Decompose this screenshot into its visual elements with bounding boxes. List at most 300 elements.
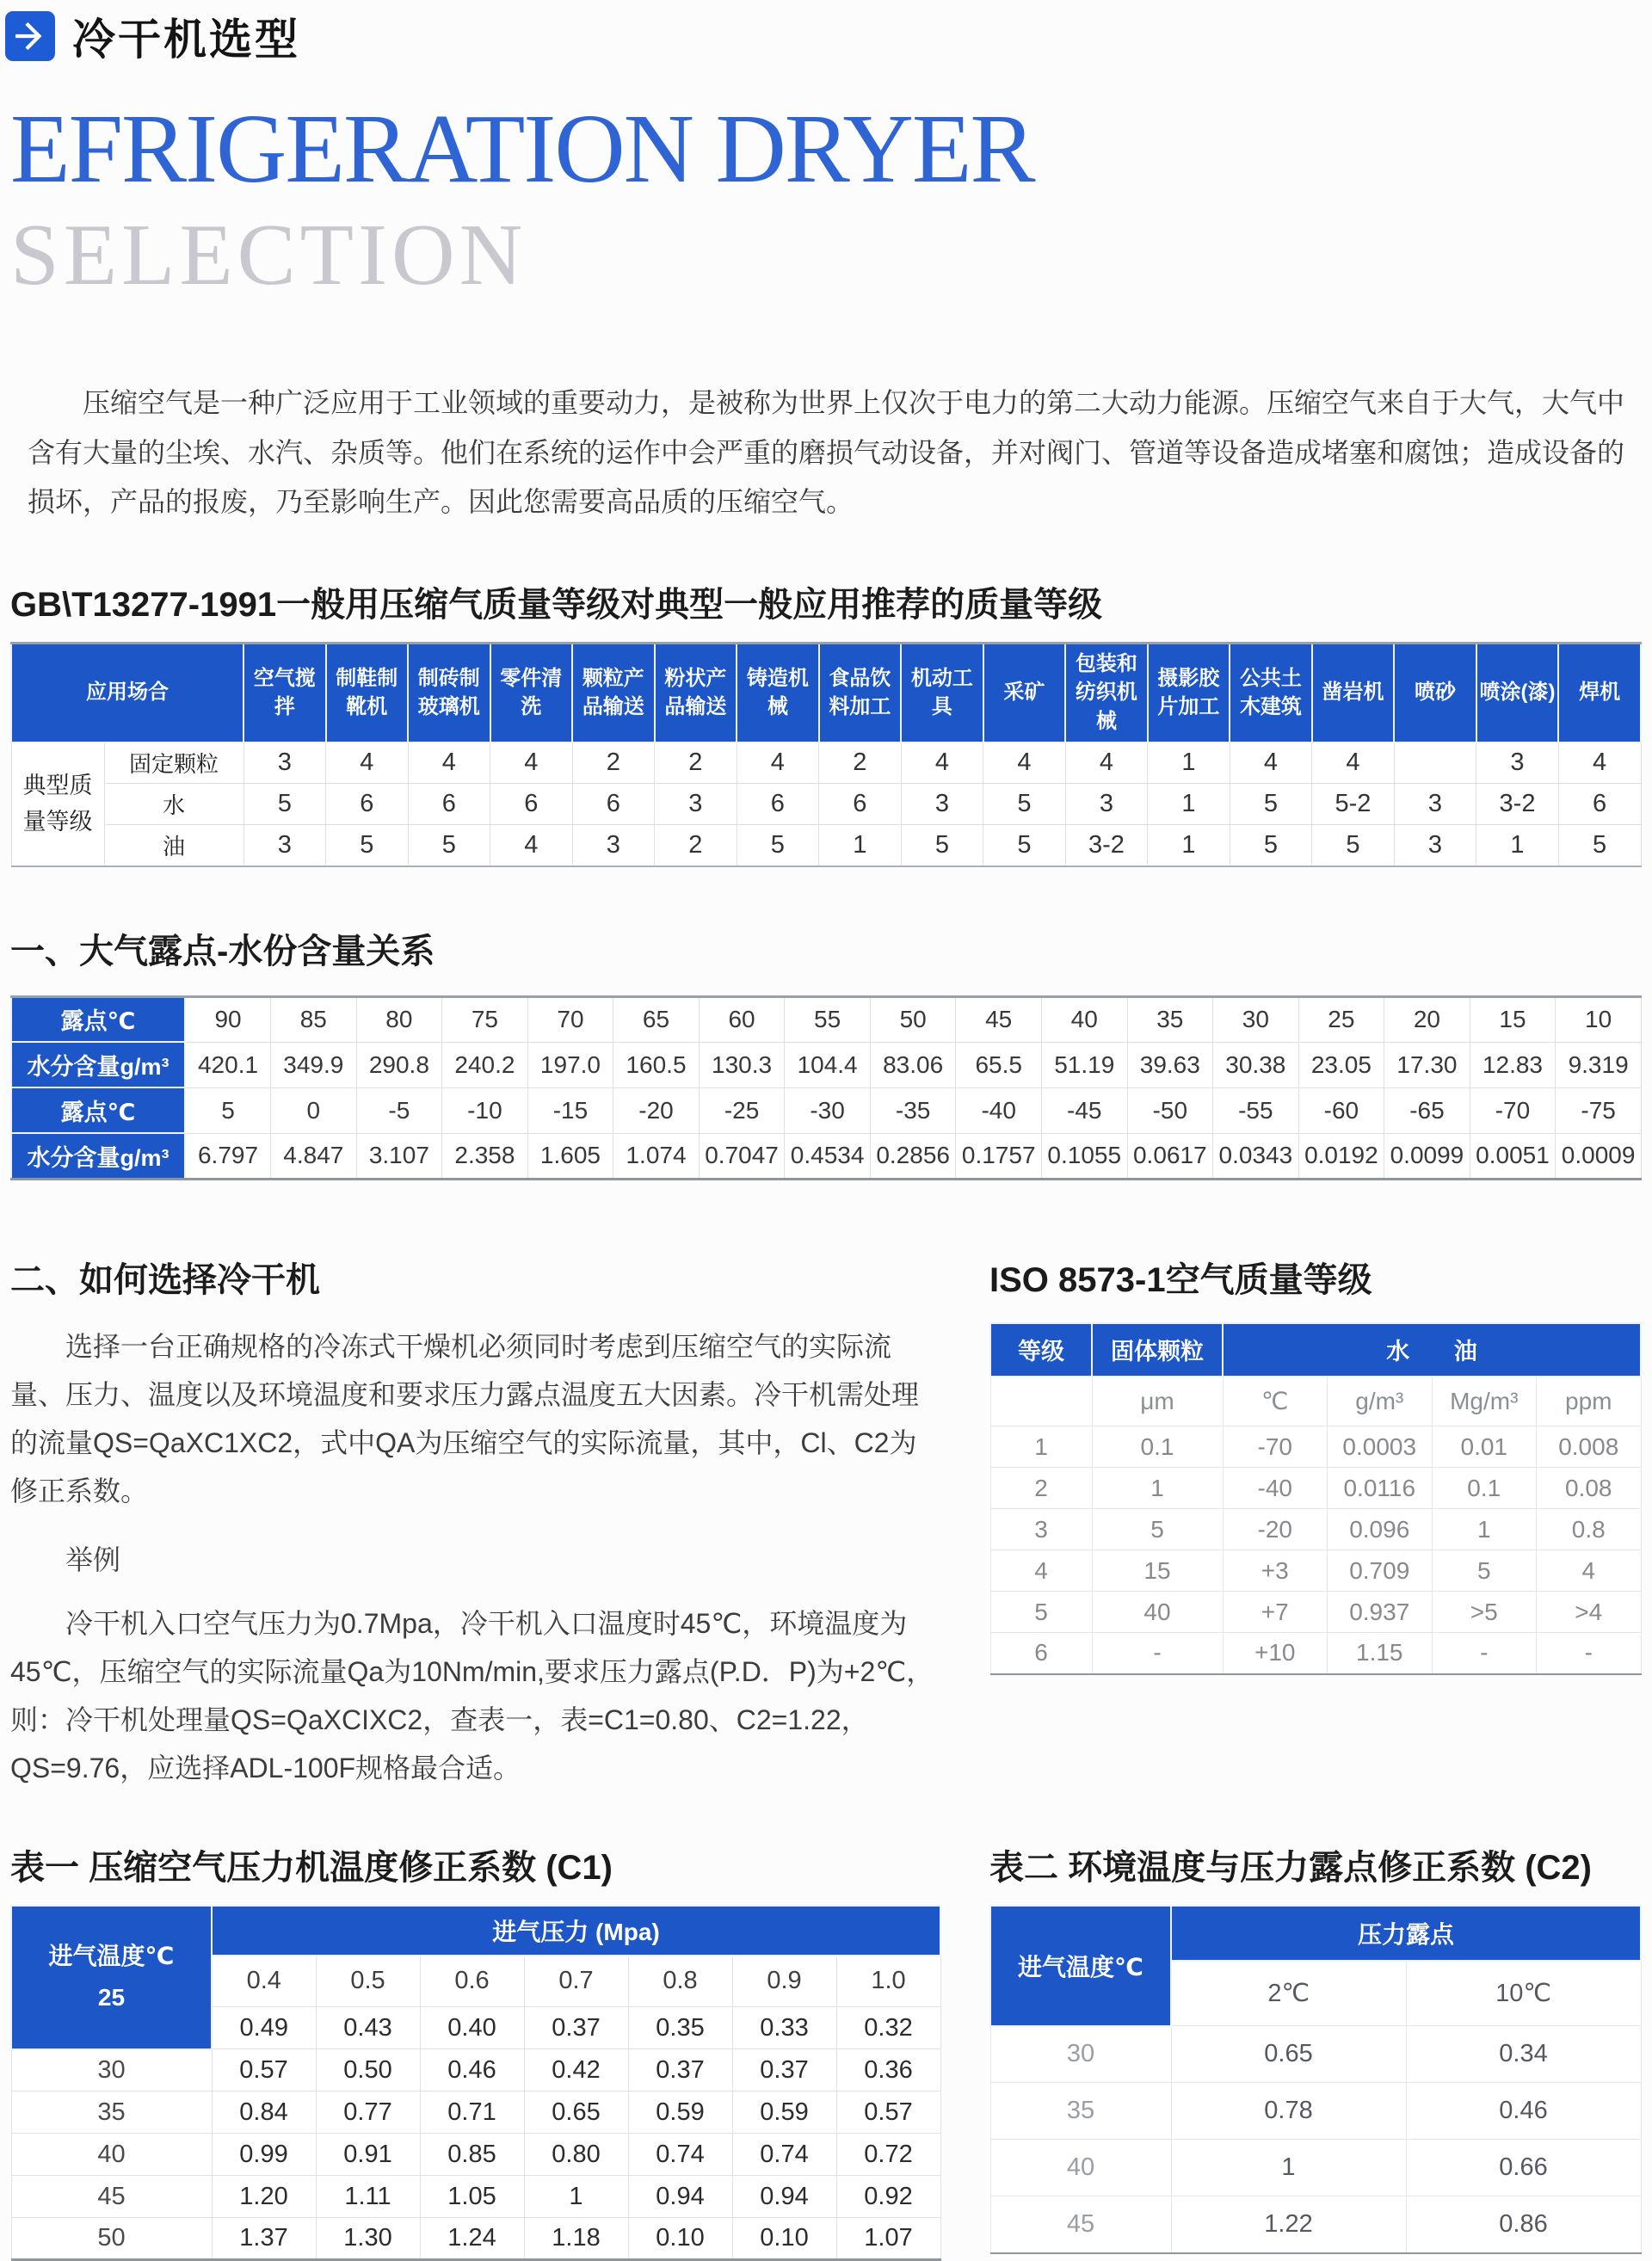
table-cell: -15 (527, 1087, 613, 1133)
c1-pressure-tick: 0.8 (628, 1956, 732, 2007)
table-row (11, 2176, 940, 2218)
c1-table-title: 表一 压缩空气压力机温度修正系数 (C1) (10, 1848, 613, 1887)
table-cell: -20 (613, 1087, 700, 1133)
table-cell: 3-2 (1476, 784, 1559, 825)
gb-table-title: GB\T13277-1991一般用压缩气质量等级对典型一般应用推荐的质量等级 (10, 585, 1103, 624)
table-cell: 420.1 (185, 1042, 271, 1087)
table-cell: 55 (785, 996, 871, 1042)
table-cell: 5 (1230, 825, 1312, 866)
title-en-line1: EFRIGERATION DRYER (10, 94, 1034, 203)
table-row (990, 1426, 1641, 1468)
dew-row-label: 水分含量g/m³ (11, 1133, 185, 1179)
table-cell: 0.34 (1406, 2026, 1641, 2083)
table-cell: 290.8 (356, 1042, 442, 1087)
table-cell: >5 (1432, 1592, 1537, 1633)
table-cell: +10 (1223, 1633, 1328, 1674)
table-cell: 0.937 (1328, 1592, 1433, 1633)
table-cell: 4 (1230, 742, 1312, 784)
table-cell: 6 (1558, 784, 1641, 825)
table-cell: 85 (271, 996, 357, 1042)
table-row (990, 2196, 1641, 2253)
c2-row-label: 30 (990, 2026, 1171, 2083)
table-cell: 60 (699, 996, 785, 1042)
table-cell: 0.50 (316, 2049, 420, 2092)
table-cell: 40 (1092, 1592, 1223, 1633)
table-cell: 0.59 (732, 2092, 836, 2134)
table-cell: 1.05 (420, 2176, 524, 2218)
gb-column-header: 空气搅拌 (243, 643, 326, 742)
table-cell: 2 (572, 742, 655, 784)
table-cell: 0.94 (732, 2176, 836, 2218)
iso-table (989, 1322, 1642, 1675)
table-cell: 6 (819, 784, 902, 825)
table-cell: 0.08 (1537, 1468, 1642, 1509)
table-row (11, 996, 1642, 1042)
table-cell: 0 (271, 1087, 357, 1133)
table-cell: 0.37 (628, 2049, 732, 2092)
table-cell: 4 (326, 742, 409, 784)
table-row (990, 1468, 1641, 1509)
table-cell: 0.65 (524, 2092, 628, 2134)
table-cell: 0.78 (1171, 2083, 1406, 2140)
table-cell: 5 (1092, 1509, 1223, 1550)
iso-unit-cell: Mg/m³ (1432, 1377, 1537, 1426)
table-cell: 0.86 (1406, 2196, 1641, 2253)
table-cell: 0.65 (1171, 2026, 1406, 2083)
table-cell: -5 (356, 1087, 442, 1133)
arrow-right-icon (5, 11, 55, 61)
table-cell: 5 (243, 784, 326, 825)
table-cell: -45 (1041, 1087, 1127, 1133)
table-cell: 0.99 (212, 2134, 316, 2176)
c1-pressure-header: 进气压力 (Mpa) (212, 1906, 940, 1956)
table-cell: 6.797 (185, 1133, 271, 1179)
table-cell: 0.0192 (1298, 1133, 1384, 1179)
table-cell: -50 (1127, 1087, 1213, 1133)
example-paragraph: 冷干机入口空气压力为0.7Mpa，冷干机入口温度时45℃，环境温度为45℃，压缩空气的实际流量Qa为10Nm/min,要求压力露点(P.D．P)为+2℃，则：冷干机处理量QS=QaXCIXC2，查表一，表=C1=0.80、C2=1.22，QS=9.76，应选择ADL-100F规格最合适。 (10, 1607, 934, 1784)
table-cell: 40 (1041, 996, 1127, 1042)
table-cell: 5 (737, 825, 819, 866)
gb-column-header: 零件清洗 (490, 643, 573, 742)
table-row (990, 1509, 1641, 1550)
table-cell: 17.30 (1384, 1042, 1470, 1087)
table-cell: 1.07 (836, 2218, 940, 2260)
gb-column-header: 制砖制玻璃机 (408, 643, 490, 742)
table-cell: 25 (1298, 996, 1384, 1042)
table-cell: 197.0 (527, 1042, 613, 1087)
table-cell: -35 (870, 1087, 956, 1133)
gb-column-header: 焊机 (1558, 643, 1641, 742)
iso-table-body (990, 1426, 1641, 1674)
table-cell: - (1092, 1633, 1223, 1674)
table-cell: 0.71 (420, 2092, 524, 2134)
c1-row-label: 40 (11, 2134, 212, 2176)
table-cell: 4 (490, 742, 573, 784)
dew-table (10, 995, 1642, 1180)
table-cell: 0.59 (628, 2092, 732, 2134)
gb-column-header: 采矿 (983, 643, 1066, 742)
table-cell: 4 (737, 742, 819, 784)
gb-row-group-label: 典型质量等级 (11, 742, 104, 866)
table-cell: -40 (956, 1087, 1042, 1133)
iso-header-row (990, 1323, 1641, 1377)
table-cell: 23.05 (1298, 1042, 1384, 1087)
title-en-line2: SELECTION (10, 206, 527, 304)
table-cell: 35 (1127, 996, 1213, 1042)
table-row (990, 1633, 1641, 1674)
table-cell: 5 (326, 825, 409, 866)
gb-row-label: 油 (104, 825, 243, 866)
table-cell: 3 (990, 1509, 1092, 1550)
table-cell: 80 (356, 996, 442, 1042)
table-cell: 5 (1558, 825, 1641, 866)
gb-row-label: 固定颗粒 (104, 742, 243, 784)
table-cell: 0.10 (628, 2218, 732, 2260)
table-cell: 0.42 (524, 2049, 628, 2092)
table-cell: 83.06 (870, 1042, 956, 1087)
table-cell: 6 (737, 784, 819, 825)
table-cell: 1.24 (420, 2218, 524, 2260)
table-cell: -75 (1556, 1087, 1642, 1133)
page-header (10, 9, 1642, 64)
table-cell: 1 (1432, 1509, 1537, 1550)
table-cell: 0.91 (316, 2134, 420, 2176)
table-cell: 0.46 (420, 2049, 524, 2092)
table-cell: 0.0051 (1470, 1133, 1556, 1179)
gb-column-header: 粉状产品输送 (655, 643, 737, 742)
table-cell: 1.37 (212, 2218, 316, 2260)
iso-unit-cell: g/m³ (1328, 1377, 1433, 1426)
table-cell (1394, 742, 1476, 784)
table-cell: -30 (785, 1087, 871, 1133)
table-row (11, 784, 1641, 825)
table-cell: 0.33 (732, 2007, 836, 2049)
table-row (11, 1133, 1642, 1179)
table-cell: 20 (1384, 996, 1470, 1042)
c1-table (10, 1905, 941, 2261)
table-cell: 12.83 (1470, 1042, 1556, 1087)
table-cell: 5 (408, 825, 490, 866)
table-row (11, 2049, 940, 2092)
table-cell: 0.8 (1537, 1509, 1642, 1550)
table-cell: 5 (1432, 1550, 1537, 1592)
table-row (990, 2140, 1641, 2196)
table-cell: -20 (1223, 1509, 1328, 1550)
c2-row-label: 35 (990, 2083, 1171, 2140)
table-cell: 10 (1556, 996, 1642, 1042)
gb-column-header: 公共土木建筑 (1230, 643, 1312, 742)
table-cell: 6 (572, 784, 655, 825)
table-cell: 4 (1537, 1550, 1642, 1592)
c1-pressure-tick: 0.6 (420, 1956, 524, 2007)
c1-pressure-tick: 1.0 (836, 1956, 940, 2007)
table-cell: 0.94 (628, 2176, 732, 2218)
table-cell: 0.0343 (1213, 1133, 1299, 1179)
table-cell: 2 (655, 825, 737, 866)
table-cell: 3 (572, 825, 655, 866)
table-cell: 4 (1312, 742, 1395, 784)
table-row (11, 1042, 1642, 1087)
table-cell: 4 (901, 742, 983, 784)
table-cell: 9.319 (1556, 1042, 1642, 1087)
table-cell: 1 (819, 825, 902, 866)
gb-column-header: 食品饮料加工 (819, 643, 902, 742)
c2-table-body (990, 2026, 1641, 2253)
table-cell: 51.19 (1041, 1042, 1127, 1087)
iso-unit-cell: μm (1092, 1377, 1223, 1426)
table-cell: 45 (956, 996, 1042, 1042)
table-cell: 3 (1065, 784, 1148, 825)
table-cell: 2.358 (442, 1133, 528, 1179)
table-cell: 3 (1476, 742, 1559, 784)
gb-column-header: 机动工具 (901, 643, 983, 742)
table-cell: 3 (655, 784, 737, 825)
table-cell: 0.0099 (1384, 1133, 1470, 1179)
table-cell: 39.63 (1127, 1042, 1213, 1087)
gb-table (10, 642, 1642, 867)
selection-section (10, 1253, 941, 1792)
gb-header-row (11, 643, 1641, 742)
table-cell: 1 (1171, 2140, 1406, 2196)
table-cell: 0.0003 (1328, 1426, 1433, 1468)
dew-table-body (11, 996, 1642, 1179)
table-cell: 0.10 (732, 2218, 836, 2260)
c1-pressure-tick: 0.7 (524, 1956, 628, 2007)
table-cell: 0.74 (732, 2134, 836, 2176)
table-cell: 0.57 (836, 2092, 940, 2134)
table-cell: 0.2856 (870, 1133, 956, 1179)
table-cell: 0.43 (316, 2007, 420, 2049)
table-row (11, 2092, 940, 2134)
table-cell: 3 (243, 742, 326, 784)
table-cell: 0.40 (420, 2007, 524, 2049)
table-cell: - (1432, 1633, 1537, 1674)
table-cell: -65 (1384, 1087, 1470, 1133)
gb-column-header: 制鞋制靴机 (326, 643, 409, 742)
gb-corner-cell: 应用场合 (11, 643, 243, 742)
table-cell: 0.709 (1328, 1550, 1433, 1592)
table-cell: 0.096 (1328, 1509, 1433, 1550)
table-cell: 0.32 (836, 2007, 940, 2049)
table-cell: 0.77 (316, 2092, 420, 2134)
section1-title: 一、大气露点-水份含量关系 (10, 932, 435, 970)
table-cell: 1.20 (212, 2176, 316, 2218)
iso-unit-cell: ppm (1537, 1377, 1642, 1426)
gb-column-header: 摄影胶片加工 (1148, 643, 1230, 742)
gb-row-label: 水 (104, 784, 243, 825)
table-cell: 3.107 (356, 1133, 442, 1179)
table-row (990, 1550, 1641, 1592)
table-row (990, 1592, 1641, 1633)
c2-table-title: 表二 环境温度与压力露点修正系数 (C2) (989, 1848, 1592, 1887)
table-cell: 0.1 (1432, 1468, 1537, 1509)
c1-row-label: 30 (11, 2049, 212, 2092)
table-cell: 50 (870, 996, 956, 1042)
c1-table-body (11, 2049, 940, 2260)
table-cell: 30.38 (1213, 1042, 1299, 1087)
c1-section (10, 1840, 941, 2261)
table-cell: 6 (990, 1633, 1092, 1674)
table-cell: 0.49 (212, 2007, 316, 2049)
table-cell: 1.18 (524, 2218, 628, 2260)
c1-row-label: 50 (11, 2218, 212, 2260)
table-cell: 4 (490, 825, 573, 866)
table-cell: 5 (983, 784, 1066, 825)
table-cell: 1 (1148, 742, 1230, 784)
c2-section (989, 1840, 1642, 2254)
table-cell: -70 (1470, 1087, 1556, 1133)
table-cell: - (1537, 1633, 1642, 1674)
iso-section (989, 1253, 1642, 1675)
example-label: 举例 (65, 1543, 121, 1575)
table-cell: 6 (408, 784, 490, 825)
gb-column-header: 喷砂 (1394, 643, 1476, 742)
table-cell: 0.92 (836, 2176, 940, 2218)
gb-column-header: 凿岩机 (1312, 643, 1395, 742)
table-cell: 1 (1092, 1468, 1223, 1509)
gb-table-body (11, 742, 1641, 866)
table-cell: 70 (527, 996, 613, 1042)
table-cell: 0.72 (836, 2134, 940, 2176)
table-cell: 90 (185, 996, 271, 1042)
table-cell: 5 (990, 1592, 1092, 1633)
table-cell: 15 (1092, 1550, 1223, 1592)
gb-column-header: 包装和纺织机械 (1065, 643, 1148, 742)
table-cell: 4.847 (271, 1133, 357, 1179)
table-row (11, 2218, 940, 2260)
c2-header-row (990, 1906, 1641, 1961)
c1-header-row (11, 1906, 940, 1956)
table-cell: 349.9 (271, 1042, 357, 1087)
table-cell: 4 (990, 1550, 1092, 1592)
table-cell: 1.15 (1328, 1633, 1433, 1674)
c1-row-label: 35 (11, 2092, 212, 2134)
table-cell: 1.074 (613, 1133, 700, 1179)
table-cell: 0.66 (1406, 2140, 1641, 2196)
table-cell: 5 (901, 825, 983, 866)
table-cell: 0.84 (212, 2092, 316, 2134)
table-cell: 0.37 (732, 2049, 836, 2092)
table-cell: +3 (1223, 1550, 1328, 1592)
table-cell: 0.57 (212, 2049, 316, 2092)
table-cell: 1.11 (316, 2176, 420, 2218)
table-row (11, 2134, 940, 2176)
iso-unit-empty (990, 1377, 1092, 1426)
table-cell: 3 (901, 784, 983, 825)
selection-paragraph: 选择一台正确规格的冷冻式干燥机必须同时考虑到压缩空气的实际流量、压力、温度以及环境温度和要求压力露点温度五大因素。冷干机需处理的流量QS=QaXC1XC2，式中QA为压缩空气的实际流量，其中，Cl、C2为修正系数。 (10, 1330, 920, 1506)
table-cell: 0.74 (628, 2134, 732, 2176)
table-cell: 4 (1558, 742, 1641, 784)
iso-table-title: ISO 8573-1空气质量等级 (989, 1260, 1372, 1299)
table-cell: 0.0617 (1127, 1133, 1213, 1179)
iso-wateroil-header: 水 油 (1223, 1323, 1641, 1377)
table-cell: 5 (1312, 825, 1395, 866)
table-cell: 30 (1213, 996, 1299, 1042)
gb-column-header: 喷涂(漆) (1476, 643, 1559, 742)
table-cell: 0.1 (1092, 1426, 1223, 1468)
iso-units-row (990, 1377, 1641, 1426)
table-cell: 104.4 (785, 1042, 871, 1087)
table-cell: 15 (1470, 996, 1556, 1042)
table-cell: 130.3 (699, 1042, 785, 1087)
table-row (990, 2083, 1641, 2140)
table-cell: 0.008 (1537, 1426, 1642, 1468)
middle-columns (10, 1253, 1642, 1792)
table-cell: 0.80 (524, 2134, 628, 2176)
table-cell: 1 (990, 1426, 1092, 1468)
table-cell: -10 (442, 1087, 528, 1133)
table-cell: 0.4534 (785, 1133, 871, 1179)
table-cell: 160.5 (613, 1042, 700, 1087)
c2-corner-cell: 进气温度℃ (990, 1906, 1171, 2026)
c2-row-label: 45 (990, 2196, 1171, 2253)
table-cell: 4 (983, 742, 1066, 784)
c1-pressure-tick: 0.5 (316, 1956, 420, 2007)
table-cell: >4 (1537, 1592, 1642, 1633)
table-cell: 1.605 (527, 1133, 613, 1179)
table-row (11, 825, 1641, 866)
table-cell: 3 (243, 825, 326, 866)
dew-row-label: 水分含量g/m³ (11, 1042, 185, 1087)
iso-solid-header: 固体颗粒 (1092, 1323, 1223, 1377)
c2-dewpoint-cell: 10℃ (1406, 1961, 1641, 2026)
c1-corner-cell (11, 1906, 212, 2049)
table-cell: 1.30 (316, 2218, 420, 2260)
table-cell: -25 (699, 1087, 785, 1133)
table-cell: 1 (524, 2176, 628, 2218)
table-cell: 5 (1230, 784, 1312, 825)
table-cell: 0.36 (836, 2049, 940, 2092)
table-cell: -60 (1298, 1087, 1384, 1133)
table-cell: 2 (819, 742, 902, 784)
c1-corner-label: 进气温度℃ (48, 1942, 175, 1969)
iso-unit-cell: ℃ (1223, 1377, 1328, 1426)
table-cell: 0.35 (628, 2007, 732, 2049)
c1-pressure-tick: 0.4 (212, 1956, 316, 2007)
table-cell: 4 (1065, 742, 1148, 784)
table-cell: 1 (1476, 825, 1559, 866)
table-cell: 4 (408, 742, 490, 784)
intro-paragraph: 压缩空气是一种广泛应用于工业领域的重要动力，是被称为世界上仅次于电力的第二大动力能源。压缩空气来自于大气，大气中含有大量的尘埃、水汽、杂质等。他们在系统的运作中会严重的磨损气动设备，并对阀门、管道等设备造成堵塞和腐蚀；造成设备的损坏，产品的报废，乃至影响生产。因此您需要高品质的压缩空气。 (28, 387, 1625, 518)
table-cell: 0.01 (1432, 1426, 1537, 1468)
table-cell: 0.0116 (1328, 1468, 1433, 1509)
gb-column-header: 铸造机械 (737, 643, 819, 742)
table-cell: 3-2 (1065, 825, 1148, 866)
section2-title: 二、如何选择冷干机 (10, 1260, 320, 1299)
table-cell: 0.37 (524, 2007, 628, 2049)
table-cell: -40 (1223, 1468, 1328, 1509)
bottom-columns (10, 1840, 1642, 2261)
table-cell: 2 (990, 1468, 1092, 1509)
table-cell: 65.5 (956, 1042, 1042, 1087)
table-cell: 0.46 (1406, 2083, 1641, 2140)
table-cell: 75 (442, 996, 528, 1042)
c1-row-label: 45 (11, 2176, 212, 2218)
table-cell: -70 (1223, 1426, 1328, 1468)
table-row (11, 742, 1641, 784)
table-cell: -55 (1213, 1087, 1299, 1133)
c1-pressure-tick: 0.9 (732, 1956, 836, 2007)
table-cell: 1 (1148, 784, 1230, 825)
dew-row-label: 露点℃ (11, 1087, 185, 1133)
table-cell: 3 (1394, 825, 1476, 866)
table-cell: 5-2 (1312, 784, 1395, 825)
table-cell: 5 (185, 1087, 271, 1133)
table-cell: 0.0009 (1556, 1133, 1642, 1179)
table-cell: 0.1055 (1041, 1133, 1127, 1179)
c2-dew-header: 压力露点 (1171, 1906, 1641, 1961)
table-cell: 0.1757 (956, 1133, 1042, 1179)
